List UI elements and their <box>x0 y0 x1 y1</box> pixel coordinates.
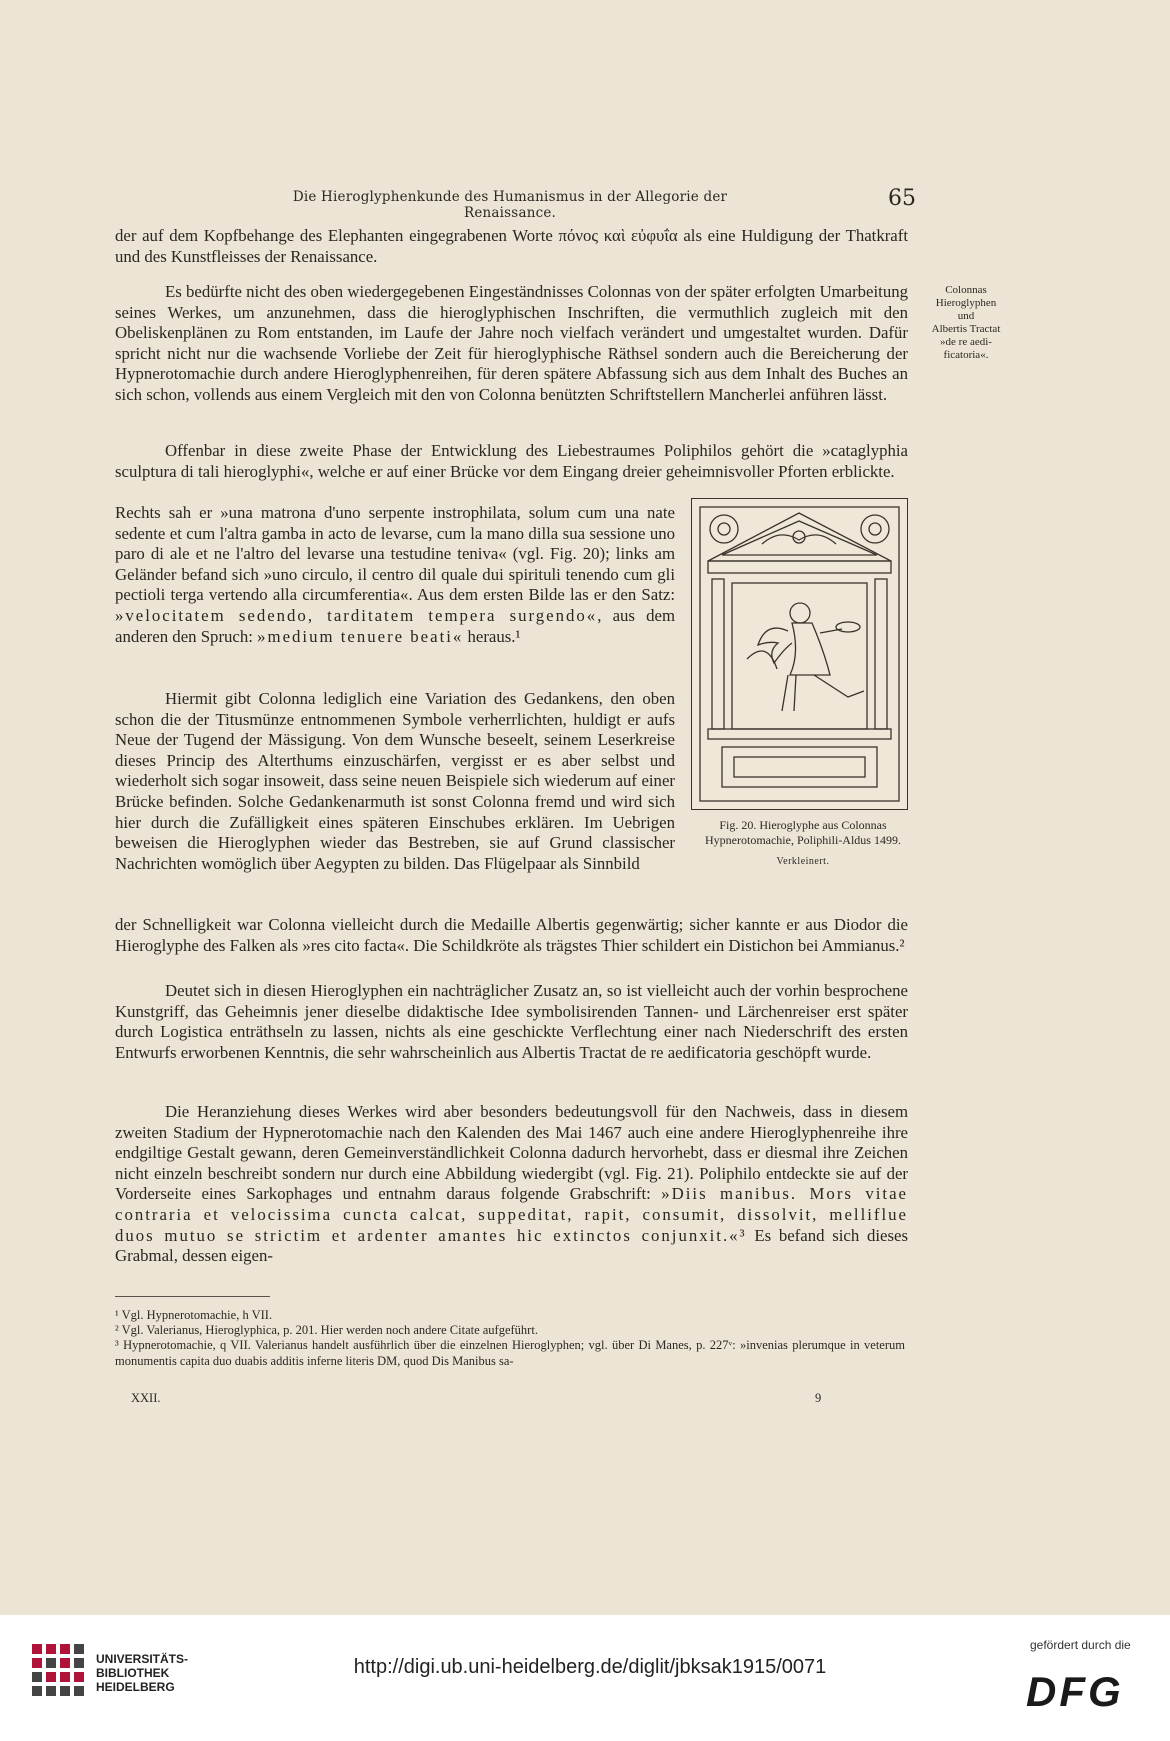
university-library-logo-icon <box>30 1642 88 1700</box>
footnote-1: ¹ Vgl. Hypnerotomachie, h VII. <box>115 1308 273 1322</box>
sponsor-text: gefördert durch die <box>1030 1638 1131 1652</box>
wings <box>758 628 792 663</box>
woodcut-illustration <box>692 499 907 809</box>
dfg-logo: DFG <box>1026 1668 1124 1715</box>
signature-number: 9 <box>815 1391 822 1405</box>
footnote-2: ² Vgl. Valerianus, Hieroglyphica, p. 201. Hier werden noch andere Citate aufgeführt. <box>115 1323 538 1338</box>
running-head: Die Hieroglyphenkunde des Humanismus in der Allegorie der Renaissance. <box>292 189 728 221</box>
paragraph-2: Es bedürfte nicht des oben wiedergegebenen Eingeständnisses Colonnas von der später erfolgten Umarbeitung seines Werkes, um anzunehmen, dass die hieroglyphischen Inschriften, die vermuthlich zugleich mit den Obeliskenplänen zu Rom entstanden, im Laufe der Jahre noch vielfach verändert und umgestaltet wurden. Dafür spricht nicht nur die wachsende Vorliebe der Zeit für hieroglyphische Räthsel sondern auch die Bereicherung der Hypnerotomachie durch andere Hieroglyphenreihen, für deren spätere Abfassung sich aus dem Inhalt des Buches an sich schon, vollends aus einem Vergleich mit den von Colonna benützten Schriftstellern Mancherlei anführen lässt. <box>115 282 908 404</box>
column-right <box>875 579 887 729</box>
page-number: 65 <box>888 186 916 211</box>
motto-medium: »medium tenuere beati« <box>257 626 464 646</box>
margin-note-line: Hieroglyphen <box>935 297 997 309</box>
figure-robe <box>790 623 830 675</box>
margin-note-line: ficatoria«. <box>943 349 989 361</box>
paragraph-3-end: heraus.¹ <box>463 626 521 646</box>
caption-reduced: Verkleinert. <box>776 856 830 867</box>
figure-caption <box>692 818 914 869</box>
tortoise <box>836 622 860 632</box>
tablet-outer <box>722 747 877 787</box>
motto-velocitatem: »velocitatem sedendo, tarditatem tempera surgendo« <box>115 605 598 625</box>
margin-note-line: Albertis Tractat <box>931 323 1001 335</box>
base-moulding <box>708 729 891 739</box>
tablet-inner <box>734 757 865 777</box>
column-left <box>712 579 724 729</box>
permalink-url[interactable]: http://digi.ub.uni-heidelberg.de/diglit/jbksak1915/0071 <box>353 1656 827 1678</box>
paragraph-5: Deutet sich in diesen Hieroglyphen ein nachträglicher Zusatz an, so ist vielleicht auch der vorhin besprochene Kunstgriff, das Geheimnis jener dieselbe didaktische Idee symbolisirenden Tannen- und Lärchenreiser erst später durch Logistica enträthseln zu lassen, nichts als eine geschickte Verflechtung einer nach Niederschrift des ersten Entwurfs erworbenen Kenntnis, die sehr wahrscheinlich aus Albertis Tractat de re aedificatoria geschöpft wurde. <box>115 981 908 1062</box>
entablature <box>708 561 891 573</box>
paragraph-3-text: Rechts sah er »una matrona d'uno serpente instrophilata, solum cum una nate sedente et cum l'altra gamba in acto de levarse, cum la mano dilla sua sessione uno paro di ale et ne l'altro del levarse una testudine teniva« (vgl. Fig. 20); links am Geländer befand sich »uno circulo, il centro dil quale dui spirituli tenendo cum gli pectioli terga vertendo alla circumferentia«. Aus dem ersten Bilde las er den Satz: <box>115 503 675 605</box>
epitaph: »Diis manibus. Mors vitae contraria et velocissima cuncta calcat, suppeditat, rapit, consumit, dissolvit, melliflue duos mutuo se strictim et ardenter amantes hic extinctos conjunxit.«³ <box>115 1184 908 1245</box>
caption-text: Fig. 20. Hieroglyphe aus Colonnas Hypnerotomachie, Poliphili-Aldus 1499. <box>705 818 901 847</box>
library-name-line: HEIDELBERG <box>96 1680 175 1694</box>
woodcut-figure-20 <box>691 498 908 810</box>
paragraph-3-intro: Offenbar in diese zweite Phase der Entwicklung des Liebestraumes Poliphilos gehört die »cataglyphia sculptura di tali hieroglyphi«, welche er auf einer Brücke vor dem Eingang dreier geheimnisvoller Pforten erblickte. <box>115 441 908 481</box>
figure-head <box>790 603 810 623</box>
serpent <box>747 651 777 669</box>
library-name-line: UNIVERSITÄTS- <box>96 1652 189 1666</box>
stool-legs <box>782 675 796 711</box>
paragraph-4-wide: der Schnelligkeit war Colonna vielleicht durch die Medaille Albertis gegenwärtig; sicher kannte er aus Diodor die Hieroglyphe des Falken als »res cito facta«. Die Schildkröte als trägstes Thier schildert ein Distichon bei Ammianus.² <box>115 915 908 955</box>
paragraph-4-narrow: Hiermit gibt Colonna lediglich eine Variation des Gedankens, den oben schon die der Titusmünze entnommenen Symbole verherrlichten, huldigt er aufs Neue der Tugend der Mässigung. Von dem Wunsche beseelt, seinem Leserkreise dieses Princip des Alterthums einzuschärfen, vergisst er es aber selbst und wiederholt sich sogar insoweit, dass seine neuen Beispiele sich wiederum auf einer Brücke befinden. Solche Gedankenarmuth ist sonst Colonna fremd und wird sich hier durch die Zufälligkeit eines späteren Einschubes erklären. Im Uebrigen beweisen die Hieroglyphen wieder das Bestreben, sie auf Grund classischer Nachrichten womöglich über Aegypten zu bilden. Das Flügelpaar als Sinnbild <box>115 689 675 873</box>
paragraph-6-end: Es befand sich dieses Grabmal, dessen eigen- <box>115 1225 909 1266</box>
margin-note <box>920 284 1012 362</box>
paragraph-6-text: Die Heranziehung dieses Werkes wird aber besonders bedeutungsvoll für den Nachweis, dass in diesem zweiten Stadium der Hypnerotomachie nach den Kalenden des Mai 1467 auch eine andere Hieroglyphenreihe ihre endgiltige Gestalt gewann, deren Gemeinverständlichkeit Colonna dadurch hervorhebt, dass er diesmal ihre Zeichen nicht einzeln beschreibt sondern nur durch eine Abbildung wiedergibt (vgl. Fig. 21). Poliphilo entdeckte sie auf der Vorderseite eines Sarkophages und entnahm daraus folgende Grabschrift: <box>115 1102 908 1204</box>
paragraph-1: der auf dem Kopfbehange des Elephanten eingegrabenen Worte πόνος καὶ εὐφυΐα als eine Huldigung der Thatkraft und des Kunstfleisses der Renaissance. <box>115 226 908 266</box>
rosette-right <box>861 515 889 543</box>
signature-mark: XXII. <box>131 1391 161 1405</box>
footnote-3: ³ Hypnerotomachie, q VII. Valerianus handelt ausführlich über die einzelnen Hieroglyphen; vgl. über Di Manes, p. 227ᵛ: »invenias plerumque in veterum monumentis capita duo duabis additis inferne literis DM, quod Dis Manibus sa- <box>115 1338 905 1368</box>
paragraph-3-mid: , aus dem anderen den Spruch: <box>115 605 675 646</box>
paragraph-3-narrow <box>115 503 675 647</box>
margin-note-line: »de re aedi- <box>940 336 992 348</box>
margin-note-line: und <box>957 310 975 322</box>
extended-leg <box>814 675 864 697</box>
footnote-rule <box>115 1296 270 1297</box>
library-name <box>96 1652 188 1694</box>
rosette-left <box>710 515 738 543</box>
panel <box>732 583 867 729</box>
pediment-inner <box>722 521 877 555</box>
footnotes <box>115 1308 905 1369</box>
margin-note-line: Colonnas <box>945 284 987 296</box>
paragraph-6 <box>115 1102 908 1267</box>
library-name-line: BIBLIOTHEK <box>96 1666 170 1680</box>
